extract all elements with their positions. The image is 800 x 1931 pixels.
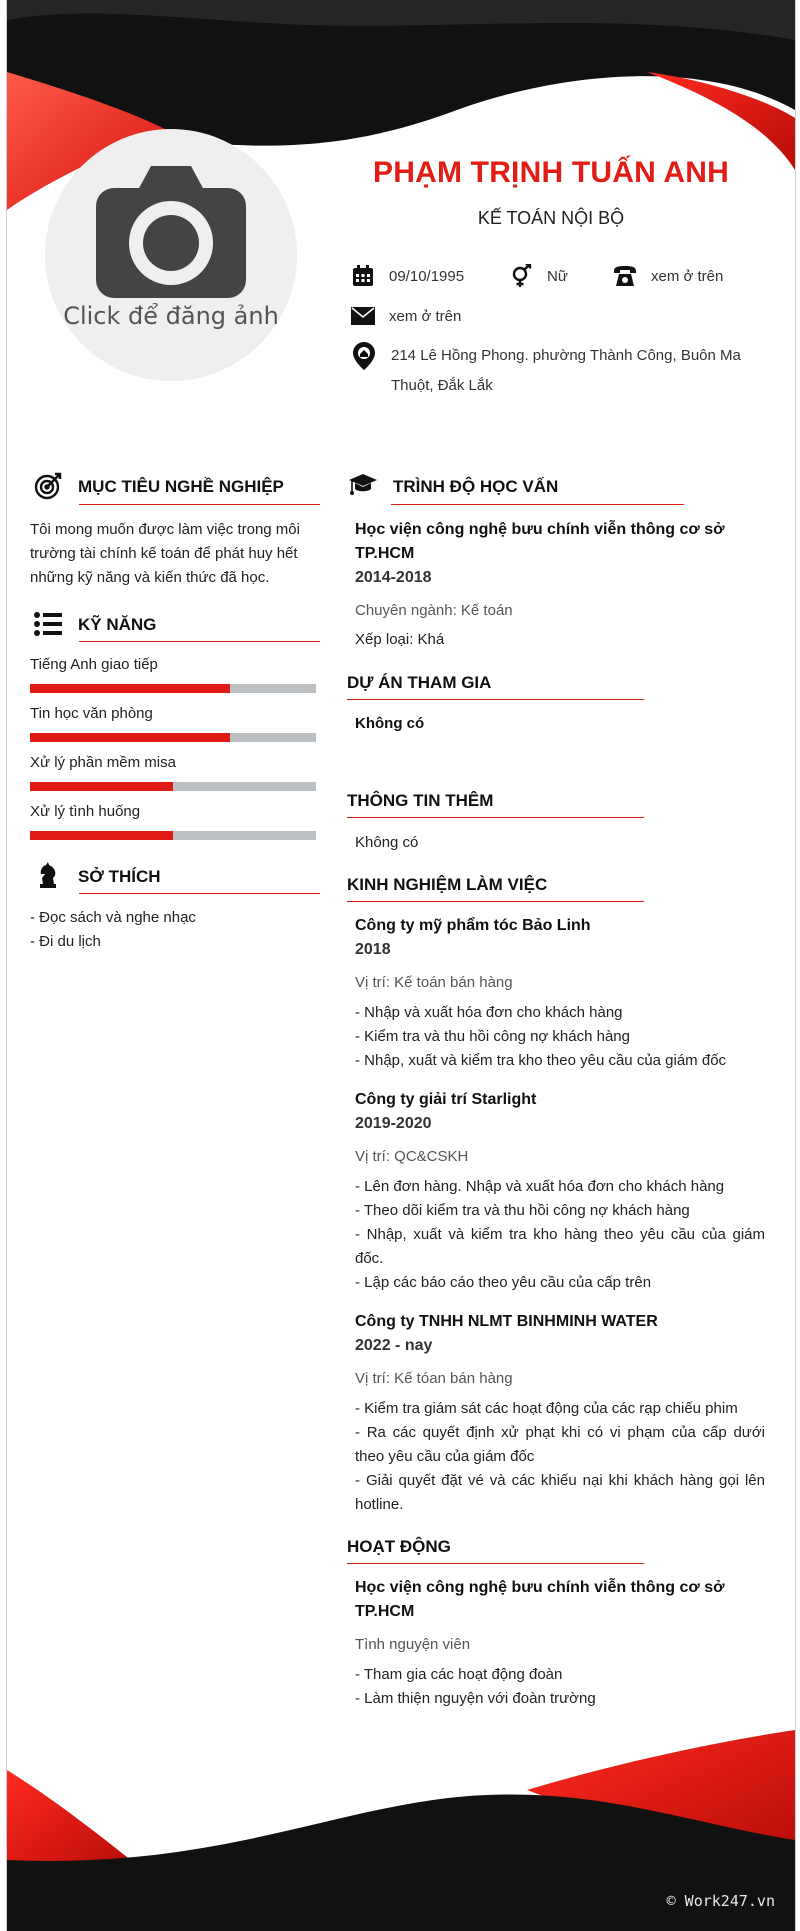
skill-label: Tin học văn phòng	[30, 705, 153, 722]
skill-bar	[30, 684, 316, 693]
email-row	[351, 304, 461, 328]
gender-value: Nữ	[547, 267, 568, 285]
hobby-item: - Đi du lịch	[30, 933, 101, 950]
objective-heading: MỤC TIÊU NGHỀ NGHIỆP	[78, 477, 284, 496]
education-header	[349, 472, 558, 500]
phone-row	[613, 264, 723, 288]
job-task: - Nhập, xuất và kiểm tra kho theo yêu cầu của giám đốc	[355, 1052, 727, 1069]
projects-text: Không có	[355, 715, 425, 732]
job-task: - Lập các báo cáo theo yêu cầu của cấp trên	[355, 1274, 652, 1291]
gender-row	[509, 264, 568, 288]
location-pin-icon	[353, 342, 375, 370]
skills-underline	[79, 641, 320, 642]
skills-heading: KỸ NĂNG	[78, 615, 157, 634]
experience-heading: KINH NGHIỆM LÀM VIỆC	[347, 875, 548, 894]
hobby-item: - Đọc sách và nghe nhạc	[30, 909, 196, 926]
skill-bar-fill	[30, 684, 230, 693]
envelope-icon	[351, 304, 375, 328]
cv-page	[6, 0, 796, 1931]
job-task: - Kiểm tra và thu hồi công nợ khách hàng	[355, 1028, 630, 1045]
activities-underline	[347, 1563, 644, 1564]
job-task: - Kiểm tra giám sát các hoạt động của các rạp chiếu phim	[355, 1400, 738, 1417]
hobbies-header	[34, 862, 161, 890]
job-task: - Theo dõi kiểm tra và thu hồi công nợ khách hàng	[355, 1202, 690, 1219]
graduation-cap-icon	[349, 472, 377, 500]
activities-org: Học viện công nghệ bưu chính viễn thông cơ sở TP.HCM	[355, 1579, 725, 1620]
education-underline	[391, 504, 684, 505]
copyright-text: © Work247.vn	[666, 1892, 775, 1910]
objective-text: Tôi mong muốn được làm việc trong môi trường tài chính kế toán để phát huy hết những kỹ năng và kiến thức đã học.	[30, 521, 300, 586]
extra-info-text: Không có	[355, 834, 419, 851]
job-task: - Lên đơn hàng. Nhập và xuất hóa đơn cho khách hàng	[355, 1178, 725, 1195]
experience-underline	[347, 901, 644, 902]
skill-label: Tiếng Anh giao tiếp	[30, 656, 158, 673]
job-company: Công ty giải trí Starlight	[355, 1091, 537, 1108]
job-title: KẾ TOÁN NỘI BỘ	[477, 208, 625, 228]
activities-role: Tình nguyện viên	[355, 1636, 471, 1653]
activity-item: - Làm thiện nguyện với đoàn trường	[355, 1690, 596, 1707]
birthday-value: 09/10/1995	[389, 267, 465, 285]
job-task: - Nhập và xuất hóa đơn cho khách hàng	[355, 1004, 623, 1021]
gender-icon	[509, 264, 533, 288]
job-years: 2022 - nay	[355, 1337, 433, 1354]
job-task: - Nhập, xuất và kiểm tra kho hàng theo yêu cầu của giám đốc.	[355, 1226, 765, 1267]
camera-icon	[96, 166, 246, 298]
education-heading: TRÌNH ĐỘ HỌC VẤN	[393, 477, 559, 496]
activity-item: - Tham gia các hoạt động đoàn	[355, 1666, 563, 1683]
skills-header	[34, 610, 156, 638]
education-major: Chuyên ngành: Kế toán	[355, 602, 513, 619]
hobbies-heading: SỞ THÍCH	[78, 867, 161, 886]
skill-bar	[30, 782, 316, 791]
phone-icon	[613, 264, 637, 288]
job-task: - Giải quyết đặt vé và các khiếu nại khi khách hàng gọi lên hotline.	[355, 1472, 765, 1513]
job-task: - Ra các quyết định xử phạt khi có vi phạm của cấp dưới theo yêu cầu của giám đốc	[355, 1424, 765, 1465]
job-company: Công ty TNHH NLMT BINHMINH WATER	[355, 1313, 658, 1330]
extra-info-underline	[347, 817, 644, 818]
email-value: xem ở trên	[389, 307, 462, 325]
target-icon	[34, 472, 62, 500]
address-value: 214 Lê Hồng Phong. phường Thành Công, Buôn Ma Thuột, Đắk Lắk	[391, 347, 741, 394]
avatar-upload-label: Click để đăng ảnh	[63, 302, 279, 330]
skill-bar-fill	[30, 733, 230, 742]
projects-underline	[347, 699, 644, 700]
objective-underline	[79, 504, 320, 505]
candidate-name: PHẠM TRỊNH TUẤN ANH	[373, 156, 729, 189]
list-icon	[34, 610, 62, 638]
education-grade: Xếp loại: Khá	[355, 631, 445, 648]
skill-bar	[30, 831, 316, 840]
avatar-upload[interactable]	[45, 129, 297, 381]
phone-value: xem ở trên	[651, 267, 724, 285]
job-years: 2018	[355, 941, 391, 958]
job-years: 2019-2020	[355, 1115, 432, 1132]
hobbies-underline	[79, 893, 320, 894]
skill-label: Xử lý phần mềm misa	[30, 754, 176, 771]
birthday-row	[351, 264, 464, 288]
education-years: 2014-2018	[355, 569, 432, 586]
job-position: Vị trí: Kế toán bán hàng	[355, 974, 513, 991]
job-position: Vị trí: QC&CSKH	[355, 1148, 469, 1165]
extra-info-heading: THÔNG TIN THÊM	[347, 791, 494, 810]
job-company: Công ty mỹ phẩm tóc Bảo Linh	[355, 917, 591, 934]
activities-heading: HOẠT ĐỘNG	[347, 1537, 451, 1556]
skill-bar	[30, 733, 316, 742]
calendar-icon	[351, 264, 375, 288]
skill-bar-fill	[30, 782, 173, 791]
chess-knight-icon	[34, 862, 62, 890]
education-school: Học viện công nghệ bưu chính viễn thông cơ sở TP.HCM	[355, 521, 725, 562]
skill-label: Xử lý tình huống	[30, 803, 141, 820]
skill-bar-fill	[30, 831, 173, 840]
projects-heading: DỰ ÁN THAM GIA	[347, 673, 492, 692]
objective-header	[34, 472, 284, 500]
job-position: Vị trí: Kế tóan bán hàng	[355, 1370, 513, 1387]
